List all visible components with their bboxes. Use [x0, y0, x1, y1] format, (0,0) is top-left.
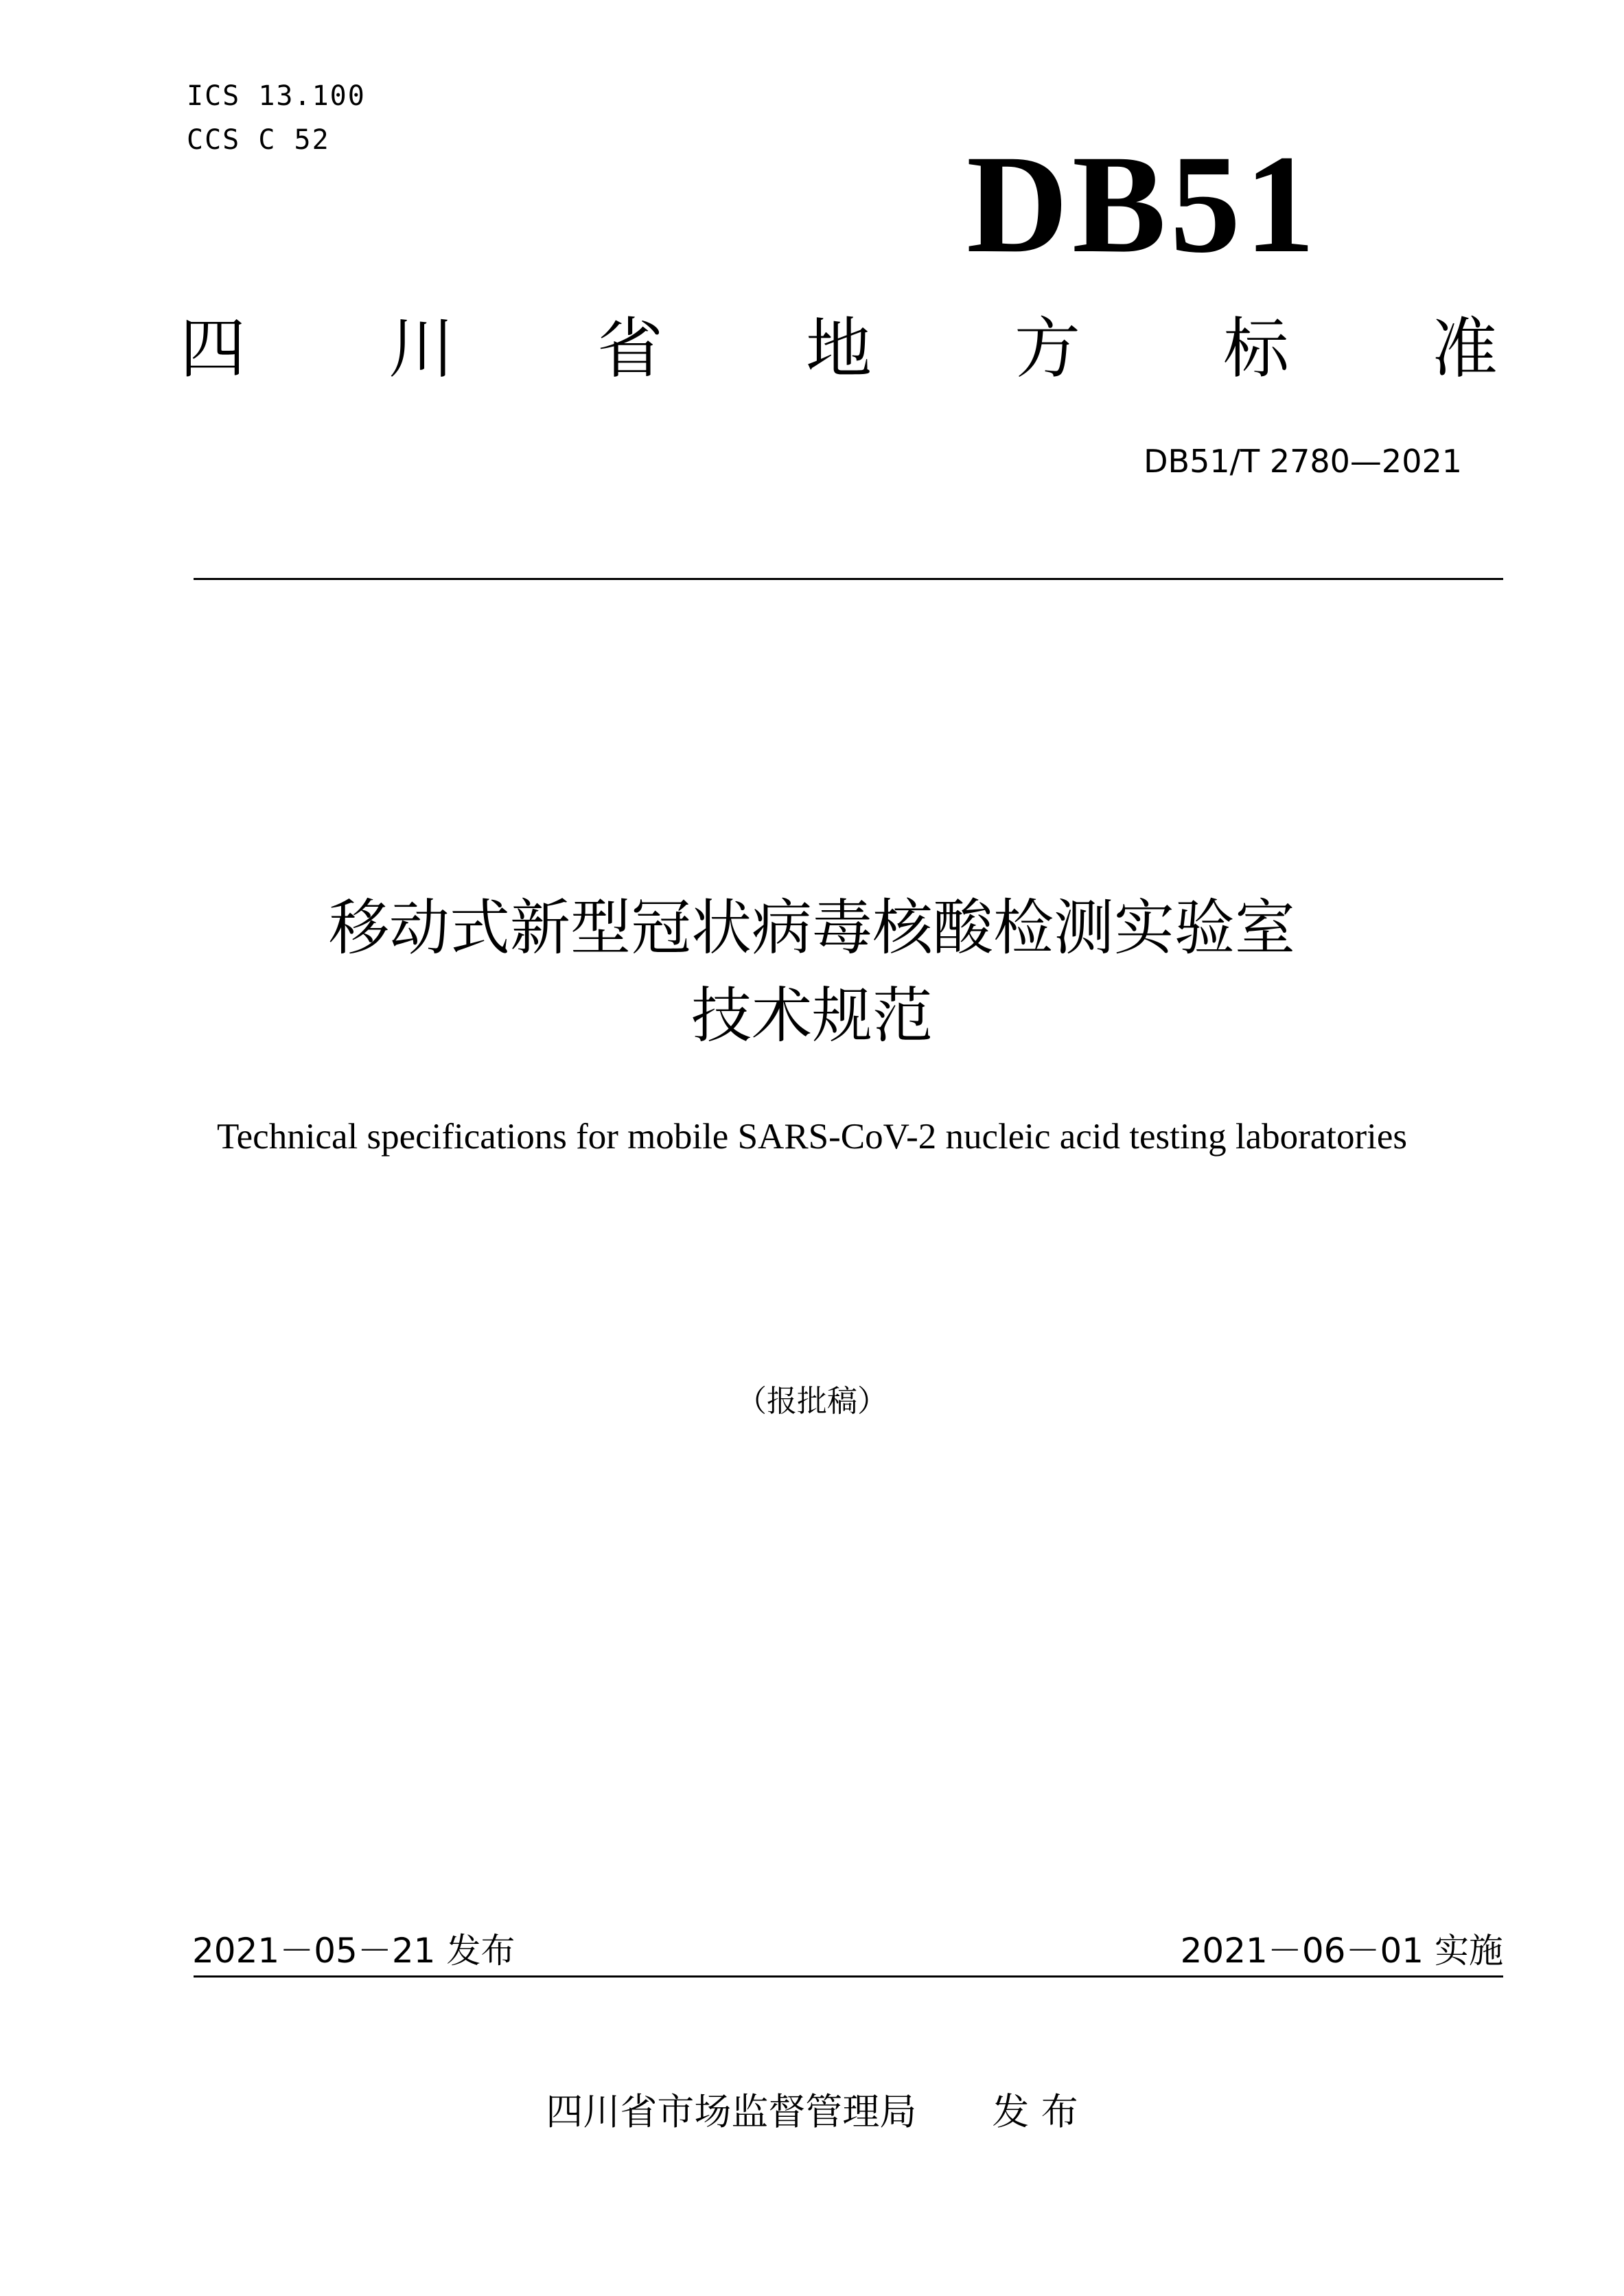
standard-type-char: 方: [1014, 310, 1080, 387]
publisher-name: 四川省市场监督管理局: [546, 2090, 917, 2133]
title-chinese-line-2: 技术规范: [691, 980, 933, 1051]
ics-code: ICS 13.100: [187, 80, 366, 112]
top-divider: [194, 578, 1503, 580]
standard-type-char: 准: [1432, 310, 1498, 387]
ccs-code: CCS C 52: [187, 124, 330, 156]
draft-status: （报批稿）: [736, 1384, 888, 1419]
standard-number: DB51/T 2780—2021: [1144, 443, 1462, 480]
title-chinese-line-1: 移动式新型冠状病毒核酸检测实验室: [328, 892, 1295, 963]
standard-type-char: 标: [1223, 310, 1289, 387]
publish-date: 2021－05－21 发布: [192, 1931, 515, 1971]
implement-date: 2021－06－01 实施: [1180, 1931, 1503, 1971]
publisher-action: 发 布: [992, 2090, 1078, 2133]
publisher-line: [0, 2087, 1624, 2137]
standard-type-char: 川: [388, 310, 454, 387]
standard-type-char: 四: [180, 310, 246, 387]
standard-logo: DB51: [966, 126, 1319, 282]
bottom-divider: [194, 1975, 1503, 1978]
standard-type-char: 地: [806, 310, 872, 387]
title-english: Technical specifications for mobile SARS-CoV-2 nucleic acid testing laboratories: [216, 1117, 1408, 1157]
standard-type-char: 省: [597, 310, 663, 387]
standard-type-heading: [180, 308, 1498, 390]
